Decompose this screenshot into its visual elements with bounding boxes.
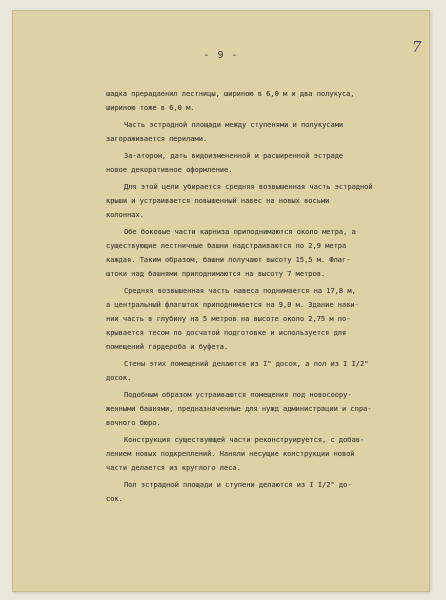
text-line: Подобным образом устраиваются помещения под новосоору- <box>124 391 352 399</box>
text-line: а центральный флагшток приподнимается на 9,0 м. Здание нави- <box>106 301 359 309</box>
body-text <box>106 87 422 509</box>
text-line: колоннах. <box>106 211 144 219</box>
text-line: Обе боковые части карниза приподнимаются около метра, а <box>124 228 356 236</box>
text-line: существующие лестничные башни надстраиваются по 2,9 метра <box>106 242 347 250</box>
paragraph <box>106 180 422 222</box>
document-page <box>12 10 430 592</box>
text-line: Часть эстрадной площади между ступенями и полукусами <box>124 121 344 129</box>
text-line: нии часть в глубину на 5 метров на высоте около 2,75 м по- <box>106 315 351 323</box>
text-line: штоки над башнями приподнимаются на высоту 7 метров. <box>106 270 326 278</box>
text-line: сок. <box>106 495 123 503</box>
text-line: крывается тесом по досчатой подготовке и используется для <box>106 329 347 337</box>
text-line: Конструкция существующей части реконструируется, с добав- <box>124 436 365 444</box>
paragraph <box>106 433 422 475</box>
text-line: Пол эстрадной площади и ступени делаются из I I/2" до- <box>124 481 352 489</box>
text-line: лением новых подкреплений. Наняли несущие конструкции новой <box>106 450 355 458</box>
text-line: Средняя возвышенная часть навеса поднимается на 17,8 м, <box>124 287 356 295</box>
paragraph <box>106 225 422 281</box>
handwritten-page-mark: 7 <box>412 38 422 56</box>
paragraph <box>106 388 422 430</box>
text-line: загораживается перилами. <box>106 135 208 143</box>
text-line: шадка прерадаенил лестницы, шириною в 6,0 м и два полукуса, <box>106 90 355 98</box>
text-line: шириною тоже в 6,0 м. <box>106 104 195 112</box>
text-line: крыши и устраивается повышенный навес на новых восьми <box>106 197 330 205</box>
text-line: помещений гардероба и буфета. <box>106 343 229 351</box>
page-number: - 9 - <box>203 50 239 61</box>
paragraph <box>106 118 422 146</box>
paragraph <box>106 357 422 385</box>
text-line: досок. <box>106 374 132 382</box>
text-line: Для этой цели убирается средняя возвышенная часть эстрадной <box>124 183 373 191</box>
paragraph <box>106 87 422 115</box>
text-line: Стены этих помещений делаются из I" досок, а пол из I I/2" <box>124 360 369 368</box>
text-line: женными башнями, предназначенные для нужд администрации и спра- <box>106 405 372 413</box>
paragraph <box>106 149 422 177</box>
paragraph <box>106 478 422 506</box>
text-line: новое декоративное оформление. <box>106 166 233 174</box>
text-line: За-атором, дать видоизмененной и расширенной эстраде <box>124 152 344 160</box>
text-line: части делается из круглого леса. <box>106 464 241 472</box>
text-line: каждая. Таким образом, башни получают высоту 15,5 м. Флаг- <box>106 256 351 264</box>
paragraph <box>106 284 422 354</box>
text-line: вочного бюро. <box>106 419 161 427</box>
